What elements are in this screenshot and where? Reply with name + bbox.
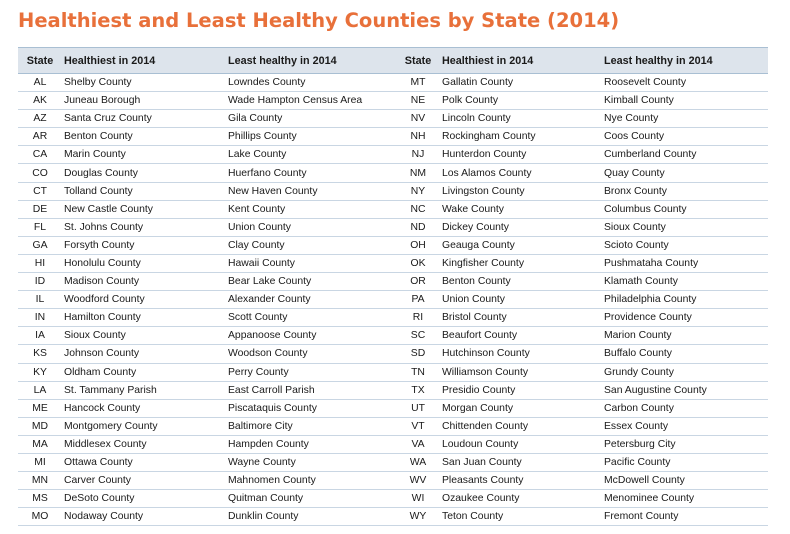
least-healthy-county-cell: Baltimore City <box>226 417 396 435</box>
least-healthy-county-cell: McDowell County <box>602 472 768 490</box>
healthiest-county-cell: DeSoto County <box>62 490 226 508</box>
state-cell: KY <box>18 363 62 381</box>
table-header <box>18 48 768 74</box>
state-cell: ND <box>396 218 440 236</box>
least-healthy-county-cell: Quay County <box>602 164 768 182</box>
state-cell: NC <box>396 200 440 218</box>
least-healthy-county-cell: Coos County <box>602 128 768 146</box>
healthiest-county-cell: Presidio County <box>440 381 602 399</box>
least-healthy-county-cell: Menominee County <box>602 490 768 508</box>
healthiest-county-cell: Beaufort County <box>440 327 602 345</box>
state-cell: ME <box>18 399 62 417</box>
state-cell: UT <box>396 399 440 417</box>
state-cell: MD <box>18 417 62 435</box>
state-cell: AZ <box>18 110 62 128</box>
table-row <box>18 453 768 471</box>
healthiest-county-cell: New Castle County <box>62 200 226 218</box>
table-row <box>18 218 768 236</box>
healthiest-county-cell: San Juan County <box>440 453 602 471</box>
healthiest-county-cell: Geauga County <box>440 236 602 254</box>
state-cell: TX <box>396 381 440 399</box>
state-cell: IN <box>18 309 62 327</box>
least-healthy-county-cell: Buffalo County <box>602 345 768 363</box>
healthiest-county-cell: Shelby County <box>62 74 226 92</box>
state-cell: WA <box>396 453 440 471</box>
state-cell: CA <box>18 146 62 164</box>
least-healthy-county-cell: Wayne County <box>226 453 396 471</box>
state-cell: MO <box>18 508 62 526</box>
least-healthy-county-cell: Cumberland County <box>602 146 768 164</box>
state-cell: VT <box>396 417 440 435</box>
state-cell: PA <box>396 291 440 309</box>
table-row <box>18 182 768 200</box>
counties-table <box>18 47 768 526</box>
healthiest-county-cell: Oldham County <box>62 363 226 381</box>
least-healthy-county-cell: Kent County <box>226 200 396 218</box>
state-cell: MN <box>18 472 62 490</box>
table-body <box>18 74 768 526</box>
least-healthy-county-cell: Appanoose County <box>226 327 396 345</box>
table-row <box>18 92 768 110</box>
healthiest-county-cell: Sioux County <box>62 327 226 345</box>
state-cell: NH <box>396 128 440 146</box>
healthiest-county-cell: Dickey County <box>440 218 602 236</box>
table-row <box>18 472 768 490</box>
healthiest-county-cell: Hunterdon County <box>440 146 602 164</box>
least-healthy-county-cell: Columbus County <box>602 200 768 218</box>
least-healthy-county-cell: Quitman County <box>226 490 396 508</box>
least-healthy-county-cell: Wade Hampton Census Area <box>226 92 396 110</box>
healthiest-county-cell: Santa Cruz County <box>62 110 226 128</box>
healthiest-county-cell: Carver County <box>62 472 226 490</box>
least-healthy-county-cell: Perry County <box>226 363 396 381</box>
healthiest-county-cell: Honolulu County <box>62 254 226 272</box>
least-healthy-county-cell: Dunklin County <box>226 508 396 526</box>
state-cell: ID <box>18 273 62 291</box>
healthiest-county-cell: Nodaway County <box>62 508 226 526</box>
state-cell: CO <box>18 164 62 182</box>
least-healthy-county-cell: Bronx County <box>602 182 768 200</box>
healthiest-county-cell: St. Tammany Parish <box>62 381 226 399</box>
least-healthy-county-cell: Sioux County <box>602 218 768 236</box>
state-cell: HI <box>18 254 62 272</box>
least-healthy-county-cell: Gila County <box>226 110 396 128</box>
table-row <box>18 490 768 508</box>
healthiest-county-cell: Lincoln County <box>440 110 602 128</box>
column-header-healthiest: Healthiest in 2014 <box>62 48 226 74</box>
table-row <box>18 236 768 254</box>
state-cell: MA <box>18 435 62 453</box>
state-cell: GA <box>18 236 62 254</box>
least-healthy-county-cell: Mahnomen County <box>226 472 396 490</box>
least-healthy-county-cell: Huerfano County <box>226 164 396 182</box>
healthiest-county-cell: Hutchinson County <box>440 345 602 363</box>
healthiest-county-cell: Wake County <box>440 200 602 218</box>
state-cell: OK <box>396 254 440 272</box>
state-cell: OR <box>396 273 440 291</box>
healthiest-county-cell: Polk County <box>440 92 602 110</box>
least-healthy-county-cell: Hampden County <box>226 435 396 453</box>
state-cell: WI <box>396 490 440 508</box>
healthiest-county-cell: Williamson County <box>440 363 602 381</box>
healthiest-county-cell: Ottawa County <box>62 453 226 471</box>
healthiest-county-cell: Los Alamos County <box>440 164 602 182</box>
state-cell: WY <box>396 508 440 526</box>
healthiest-county-cell: Juneau Borough <box>62 92 226 110</box>
table-row <box>18 164 768 182</box>
state-cell: SC <box>396 327 440 345</box>
least-healthy-county-cell: Alexander County <box>226 291 396 309</box>
least-healthy-county-cell: Union County <box>226 218 396 236</box>
least-healthy-county-cell: Fremont County <box>602 508 768 526</box>
least-healthy-county-cell: Providence County <box>602 309 768 327</box>
least-healthy-county-cell: Grundy County <box>602 363 768 381</box>
healthiest-county-cell: Kingfisher County <box>440 254 602 272</box>
least-healthy-county-cell: Petersburg City <box>602 435 768 453</box>
table-row <box>18 273 768 291</box>
least-healthy-county-cell: Nye County <box>602 110 768 128</box>
state-cell: DE <box>18 200 62 218</box>
table-row <box>18 363 768 381</box>
least-healthy-county-cell: Scott County <box>226 309 396 327</box>
least-healthy-county-cell: Lake County <box>226 146 396 164</box>
state-cell: KS <box>18 345 62 363</box>
table-row <box>18 128 768 146</box>
table-row <box>18 254 768 272</box>
least-healthy-county-cell: Pushmataha County <box>602 254 768 272</box>
state-cell: WV <box>396 472 440 490</box>
table-row <box>18 74 768 92</box>
state-cell: MI <box>18 453 62 471</box>
healthiest-county-cell: Teton County <box>440 508 602 526</box>
healthiest-county-cell: Pleasants County <box>440 472 602 490</box>
healthiest-county-cell: Woodford County <box>62 291 226 309</box>
state-cell: NY <box>396 182 440 200</box>
healthiest-county-cell: Gallatin County <box>440 74 602 92</box>
healthiest-county-cell: Johnson County <box>62 345 226 363</box>
least-healthy-county-cell: East Carroll Parish <box>226 381 396 399</box>
table-row <box>18 309 768 327</box>
healthiest-county-cell: Rockingham County <box>440 128 602 146</box>
state-cell: NM <box>396 164 440 182</box>
state-cell: MT <box>396 74 440 92</box>
state-cell: VA <box>396 435 440 453</box>
state-cell: MS <box>18 490 62 508</box>
least-healthy-county-cell: Lowndes County <box>226 74 396 92</box>
table-row <box>18 399 768 417</box>
healthiest-county-cell: Douglas County <box>62 164 226 182</box>
least-healthy-county-cell: Woodson County <box>226 345 396 363</box>
least-healthy-county-cell: Scioto County <box>602 236 768 254</box>
table-row <box>18 508 768 526</box>
healthiest-county-cell: Ozaukee County <box>440 490 602 508</box>
healthiest-county-cell: Benton County <box>62 128 226 146</box>
healthiest-county-cell: Bristol County <box>440 309 602 327</box>
column-header-least-healthy: Least healthy in 2014 <box>226 48 396 74</box>
healthiest-county-cell: Benton County <box>440 273 602 291</box>
least-healthy-county-cell: Essex County <box>602 417 768 435</box>
least-healthy-county-cell: Klamath County <box>602 273 768 291</box>
table-row <box>18 417 768 435</box>
column-header-least-healthy: Least healthy in 2014 <box>602 48 768 74</box>
healthiest-county-cell: Morgan County <box>440 399 602 417</box>
header-row <box>18 48 768 74</box>
counties-table-container <box>18 47 768 526</box>
table-row <box>18 146 768 164</box>
table-row <box>18 381 768 399</box>
healthiest-county-cell: Tolland County <box>62 182 226 200</box>
least-healthy-county-cell: Bear Lake County <box>226 273 396 291</box>
healthiest-county-cell: Hamilton County <box>62 309 226 327</box>
state-cell: SD <box>396 345 440 363</box>
healthiest-county-cell: Middlesex County <box>62 435 226 453</box>
state-cell: RI <box>396 309 440 327</box>
least-healthy-county-cell: San Augustine County <box>602 381 768 399</box>
least-healthy-county-cell: Piscataquis County <box>226 399 396 417</box>
table-row <box>18 200 768 218</box>
state-cell: CT <box>18 182 62 200</box>
table-row <box>18 291 768 309</box>
state-cell: NV <box>396 110 440 128</box>
healthiest-county-cell: Marin County <box>62 146 226 164</box>
state-cell: NJ <box>396 146 440 164</box>
least-healthy-county-cell: Hawaii County <box>226 254 396 272</box>
state-cell: AL <box>18 74 62 92</box>
healthiest-county-cell: Forsyth County <box>62 236 226 254</box>
table-row <box>18 345 768 363</box>
healthiest-county-cell: Livingston County <box>440 182 602 200</box>
healthiest-county-cell: Loudoun County <box>440 435 602 453</box>
state-cell: IL <box>18 291 62 309</box>
state-cell: LA <box>18 381 62 399</box>
state-cell: FL <box>18 218 62 236</box>
state-cell: AK <box>18 92 62 110</box>
state-cell: AR <box>18 128 62 146</box>
least-healthy-county-cell: Clay County <box>226 236 396 254</box>
least-healthy-county-cell: Philadelphia County <box>602 291 768 309</box>
healthiest-county-cell: Chittenden County <box>440 417 602 435</box>
healthiest-county-cell: Hancock County <box>62 399 226 417</box>
state-cell: NE <box>396 92 440 110</box>
column-header-healthiest: Healthiest in 2014 <box>440 48 602 74</box>
page-title: Healthiest and Least Healthy Counties by State (2014) <box>18 9 620 32</box>
state-cell: OH <box>396 236 440 254</box>
least-healthy-county-cell: Roosevelt County <box>602 74 768 92</box>
healthiest-county-cell: Montgomery County <box>62 417 226 435</box>
table-row <box>18 435 768 453</box>
healthiest-county-cell: Madison County <box>62 273 226 291</box>
healthiest-county-cell: Union County <box>440 291 602 309</box>
state-cell: TN <box>396 363 440 381</box>
least-healthy-county-cell: Kimball County <box>602 92 768 110</box>
healthiest-county-cell: St. Johns County <box>62 218 226 236</box>
state-cell: IA <box>18 327 62 345</box>
column-header-state: State <box>18 48 62 74</box>
least-healthy-county-cell: New Haven County <box>226 182 396 200</box>
least-healthy-county-cell: Carbon County <box>602 399 768 417</box>
least-healthy-county-cell: Phillips County <box>226 128 396 146</box>
least-healthy-county-cell: Pacific County <box>602 453 768 471</box>
table-row <box>18 110 768 128</box>
least-healthy-county-cell: Marion County <box>602 327 768 345</box>
table-row <box>18 327 768 345</box>
column-header-state: State <box>396 48 440 74</box>
